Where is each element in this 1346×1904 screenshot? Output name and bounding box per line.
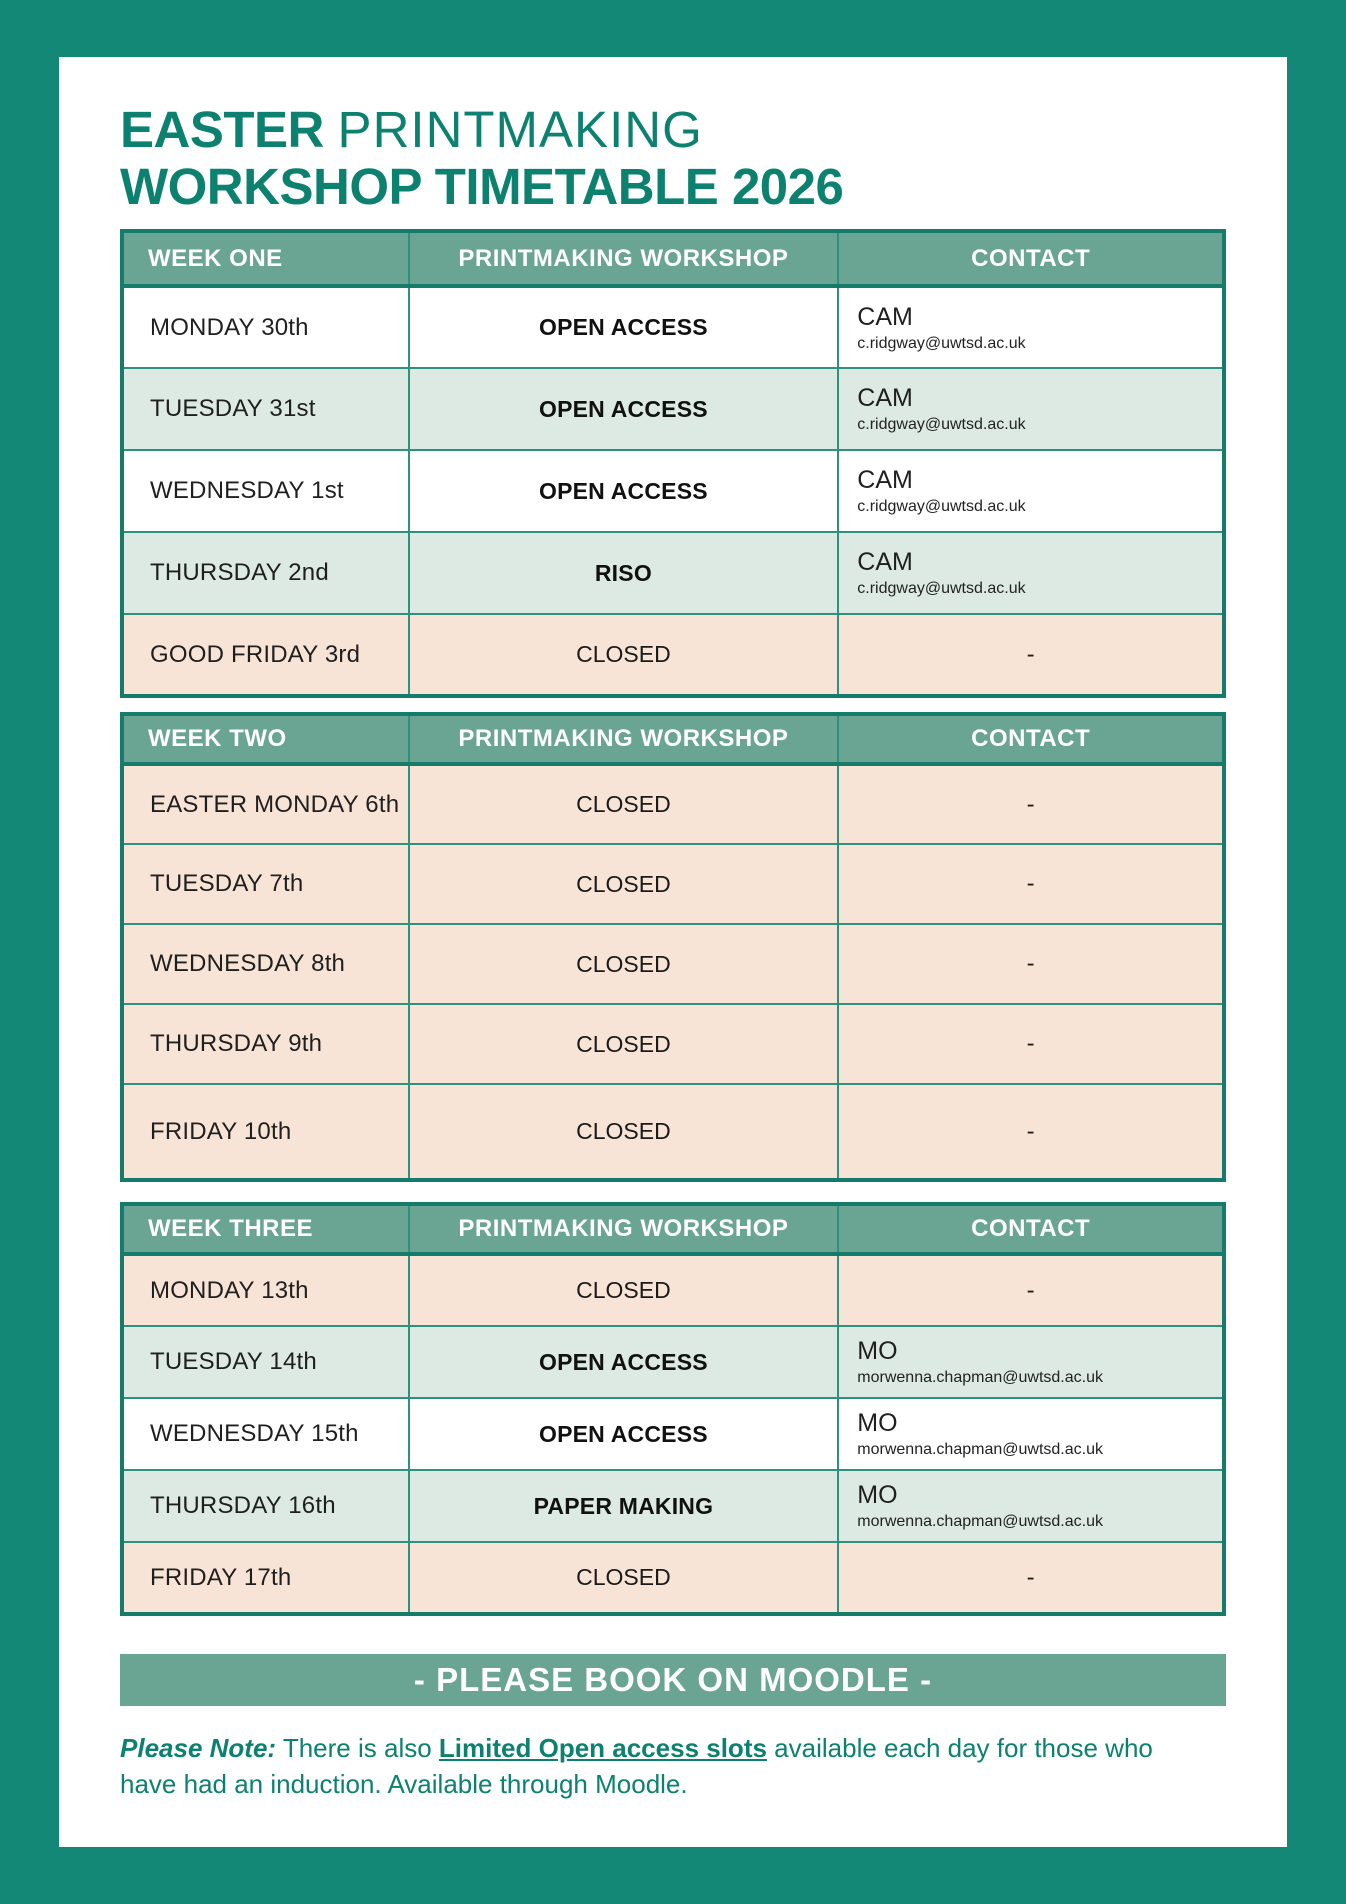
contact-header-cell: CONTACT (838, 714, 1224, 764)
week-one-header-row (122, 231, 1224, 286)
contact-name: CAM (857, 302, 913, 331)
note (120, 1730, 1165, 1802)
workshop-cell: OPEN ACCESS (409, 450, 839, 532)
contact-dash: - (1026, 640, 1035, 668)
contact-cell (838, 1004, 1224, 1084)
table-row (122, 1004, 1224, 1084)
page-title (120, 101, 1226, 215)
note-text-before: There is also (282, 1733, 432, 1763)
day-cell: GOOD FRIDAY 3rd (122, 614, 409, 696)
week-header-cell: WEEK TWO (122, 714, 409, 764)
contact-cell (838, 844, 1224, 924)
workshop-cell: CLOSED (409, 924, 839, 1004)
title-word-printmaking: PRINTMAKING (337, 101, 703, 158)
table-row (122, 1470, 1224, 1542)
table-row (122, 286, 1224, 368)
day-cell: WEDNESDAY 15th (122, 1398, 409, 1470)
workshop-cell: OPEN ACCESS (409, 286, 839, 368)
contact-header-cell: CONTACT (838, 1204, 1224, 1254)
note-text-after: available each day for those who have had an induction. Available through Moodle. (120, 1733, 1153, 1799)
table-row (122, 450, 1224, 532)
workshop-cell: RISO (409, 532, 839, 614)
booking-banner: - PLEASE BOOK ON MOODLE - (120, 1654, 1226, 1706)
contact-cell (838, 924, 1224, 1004)
table-row (122, 368, 1224, 450)
contact-cell (838, 1470, 1224, 1542)
day-cell: WEDNESDAY 8th (122, 924, 409, 1004)
day-cell: FRIDAY 10th (122, 1084, 409, 1180)
workshop-cell: OPEN ACCESS (409, 1326, 839, 1398)
contact-header-cell: CONTACT (838, 231, 1224, 286)
contact-dash: - (1026, 870, 1035, 897)
contact-cell (838, 614, 1224, 696)
timetable-week-one (120, 229, 1226, 698)
title-line-1 (120, 101, 1226, 158)
title-line-2: WORKSHOP TIMETABLE 2026 (120, 158, 844, 215)
workshop-cell: CLOSED (409, 1254, 839, 1326)
contact-email: c.ridgway@uwtsd.ac.uk (857, 334, 1026, 352)
contact-cell (838, 368, 1224, 450)
table-row (122, 1398, 1224, 1470)
note-label: Please Note: (120, 1733, 277, 1763)
workshop-cell: CLOSED (409, 1004, 839, 1084)
contact-dash: - (1026, 1276, 1035, 1304)
contact-email: morwenna.chapman@uwtsd.ac.uk (857, 1369, 1103, 1386)
contact-name: MO (857, 1409, 898, 1437)
timetable-week-three (120, 1202, 1226, 1616)
day-cell: TUESDAY 31st (122, 368, 409, 450)
contact-email: morwenna.chapman@uwtsd.ac.uk (857, 1441, 1103, 1458)
contact-dash: - (1026, 950, 1035, 977)
contact-email: c.ridgway@uwtsd.ac.uk (857, 580, 1026, 597)
day-cell: MONDAY 30th (122, 286, 409, 368)
contact-cell (838, 532, 1224, 614)
day-cell: MONDAY 13th (122, 1254, 409, 1326)
contact-name: CAM (857, 384, 913, 412)
table-row (122, 924, 1224, 1004)
contact-name: CAM (857, 548, 913, 576)
contact-cell (838, 450, 1224, 532)
week-three-header-row (122, 1204, 1224, 1254)
day-cell: THURSDAY 2nd (122, 532, 409, 614)
poster-sheet (59, 57, 1287, 1847)
contact-cell (838, 1326, 1224, 1398)
workshop-header-cell: PRINTMAKING WORKSHOP (409, 714, 839, 764)
contact-cell (838, 1542, 1224, 1614)
day-cell: WEDNESDAY 1st (122, 450, 409, 532)
workshop-cell: CLOSED (409, 614, 839, 696)
contact-dash: - (1026, 1117, 1035, 1145)
workshop-cell: OPEN ACCESS (409, 1398, 839, 1470)
day-cell: THURSDAY 9th (122, 1004, 409, 1084)
title-word-easter: EASTER (120, 101, 324, 158)
contact-name: MO (857, 1481, 898, 1509)
contact-email: c.ridgway@uwtsd.ac.uk (857, 416, 1026, 433)
note-emphasis: Limited Open access slots (438, 1733, 767, 1763)
week-header-cell: WEEK THREE (122, 1204, 409, 1254)
day-cell: EASTER MONDAY 6th (122, 764, 409, 844)
day-cell: TUESDAY 14th (122, 1326, 409, 1398)
week-header-cell: WEEK ONE (122, 231, 409, 286)
contact-dash: - (1026, 1563, 1035, 1591)
workshop-cell: CLOSED (409, 764, 839, 844)
workshop-cell: CLOSED (409, 844, 839, 924)
contact-email: c.ridgway@uwtsd.ac.uk (857, 498, 1026, 515)
workshop-cell: CLOSED (409, 1542, 839, 1614)
workshop-header-cell: PRINTMAKING WORKSHOP (409, 231, 839, 286)
table-row (122, 1254, 1224, 1326)
table-row (122, 532, 1224, 614)
day-cell: TUESDAY 7th (122, 844, 409, 924)
table-row (122, 614, 1224, 696)
workshop-cell: PAPER MAKING (409, 1470, 839, 1542)
workshop-header-cell: PRINTMAKING WORKSHOP (409, 1204, 839, 1254)
contact-cell (838, 1084, 1224, 1180)
week-two-header-row (122, 714, 1224, 764)
contact-cell (838, 1254, 1224, 1326)
contact-name: CAM (857, 466, 913, 494)
day-cell: FRIDAY 17th (122, 1542, 409, 1614)
timetable-week-two (120, 712, 1226, 1182)
contact-cell (838, 764, 1224, 844)
contact-cell (838, 1398, 1224, 1470)
table-row (122, 1326, 1224, 1398)
contact-name: MO (857, 1337, 898, 1365)
table-row (122, 764, 1224, 844)
contact-dash: - (1026, 790, 1035, 818)
table-row (122, 1084, 1224, 1180)
contact-dash: - (1026, 1030, 1035, 1057)
day-cell: THURSDAY 16th (122, 1470, 409, 1542)
workshop-cell: CLOSED (409, 1084, 839, 1180)
contact-cell (838, 286, 1224, 368)
table-row (122, 844, 1224, 924)
table-row (122, 1542, 1224, 1614)
contact-email: morwenna.chapman@uwtsd.ac.uk (857, 1513, 1103, 1530)
workshop-cell: OPEN ACCESS (409, 368, 839, 450)
